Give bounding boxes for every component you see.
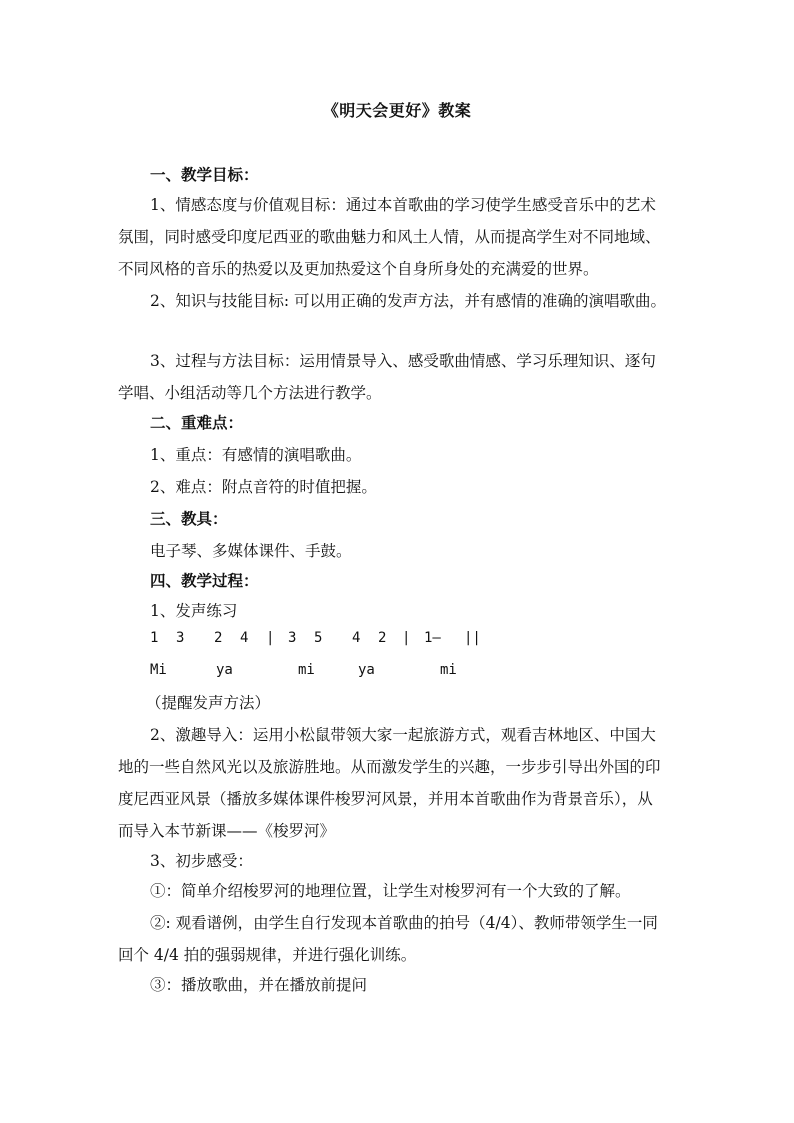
keypoint-1: 1、重点：有感情的演唱歌曲。 bbox=[150, 446, 362, 464]
tools-list: 电子琴、多媒体课件、手鼓。 bbox=[150, 542, 352, 560]
note-token: 3 bbox=[288, 630, 297, 646]
objective-1-line-2: 氛围，同时感受印度尼西亚的歌曲魅力和风土人情，从而提高学生对不同地域、 bbox=[118, 228, 661, 246]
note-token: 1 bbox=[150, 630, 159, 646]
objective-2: 2、知识与技能目标: 可以用正确的发声方法，并有感情的准确的演唱歌曲。 bbox=[150, 292, 667, 310]
note-token: 3 bbox=[176, 630, 185, 646]
objective-3-line-1: 3、过程与方法目标：运用情景导入、感受歌曲情感、学习乐理知识、逐句 bbox=[150, 352, 656, 370]
double-barline-token: || bbox=[464, 630, 481, 646]
note-token: 2 bbox=[214, 630, 223, 646]
note-token: 1— bbox=[424, 630, 441, 646]
step-2-line-2: 地的一些自然风光以及旅游胜地。从而激发学生的兴趣，一步步引导出外国的印 bbox=[118, 758, 661, 776]
barline-token: | bbox=[266, 630, 275, 646]
lyric-token: mi bbox=[440, 662, 457, 678]
step-3-item-b-line-1: ②: 观看谱例，由学生自行发现本首歌曲的拍号（4/4）、教师带领学生一同 bbox=[150, 914, 658, 932]
step-3-item-c: ③：播放歌曲，并在播放前提问 bbox=[150, 976, 368, 994]
objectives-heading: 一、教学目标： bbox=[150, 165, 259, 184]
objective-3-line-2: 学唱、小组活动等几个方法进行教学。 bbox=[118, 384, 382, 402]
tools-heading: 三、教具： bbox=[150, 509, 228, 528]
keypoint-2: 2、难点：附点音符的时值把握。 bbox=[150, 478, 377, 496]
barline-token: | bbox=[402, 630, 411, 646]
step-2-line-1: 2、激趣导入：运用小松鼠带领大家一起旅游方式，观看吉林地区、中国大 bbox=[150, 726, 656, 744]
step-2-line-3: 度尼西亚风景（播放多媒体课件梭罗河风景，并用本首歌曲作为背景音乐），从 bbox=[118, 790, 653, 808]
objective-1-line-1: 1、情感态度与价值观目标：通过本首歌曲的学习使学生感受音乐中的艺术 bbox=[150, 196, 656, 214]
step-1-title: 1、发声练习 bbox=[150, 602, 238, 620]
step-3-title: 3、初步感受： bbox=[150, 852, 253, 870]
step-3-item-a: ①：简单介绍梭罗河的地理位置，让学生对梭罗河有一个大致的了解。 bbox=[150, 882, 631, 900]
note-token: 4 bbox=[240, 630, 249, 646]
step-1-hint: （提醒发声方法） bbox=[146, 694, 271, 712]
note-token: 5 bbox=[314, 630, 323, 646]
notation-row bbox=[0, 630, 794, 652]
document-title: 《明天会更好》教案 bbox=[322, 101, 472, 120]
lyric-token: mi bbox=[298, 662, 315, 678]
lyric-token: Mi bbox=[150, 662, 167, 678]
note-token: 2 bbox=[378, 630, 387, 646]
keypoints-heading: 二、重难点： bbox=[150, 413, 244, 432]
lyric-token: ya bbox=[216, 662, 233, 678]
lyrics-row bbox=[0, 662, 794, 684]
note-token: 4 bbox=[352, 630, 361, 646]
objective-1-line-3: 不同风格的音乐的热爱以及更加热爱这个自身所身处的充满爱的世界。 bbox=[118, 260, 599, 278]
process-heading: 四、教学过程： bbox=[150, 571, 259, 590]
lyric-token: ya bbox=[358, 662, 375, 678]
step-2-line-4: 而导入本节新课——《梭罗河》 bbox=[118, 822, 336, 840]
step-3-item-b-line-2: 回个 4/4 拍的强弱规律，并进行强化训练。 bbox=[118, 946, 417, 964]
